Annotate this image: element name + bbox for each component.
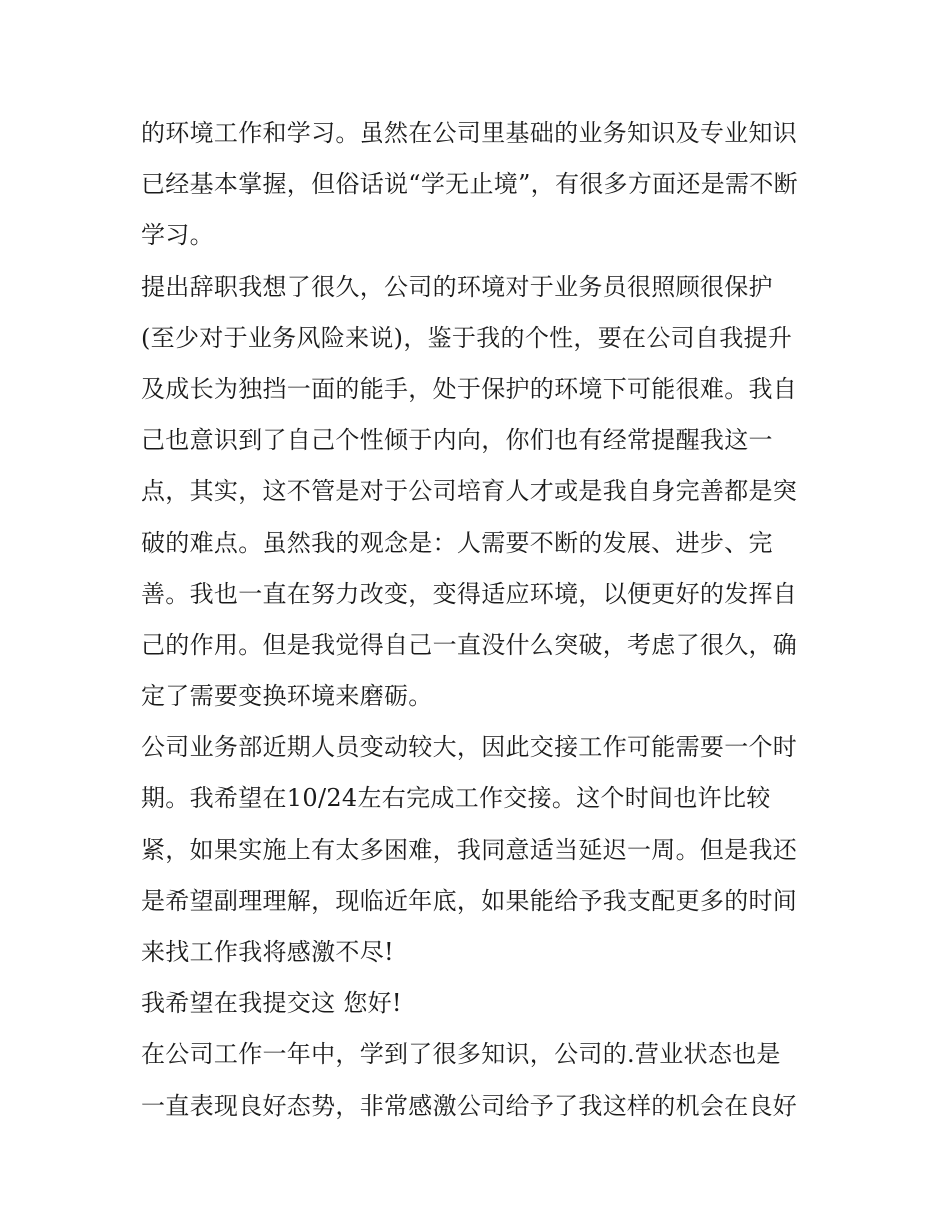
text-line: 紧，如果实施上有太多困难，我同意适当延迟一周。但是我还 [141,835,798,864]
text-line: 期。我希望在10/24左右完成工作交接。这个时间也许比较 [141,784,771,813]
text-line: 提出辞职我想了很久，公司的环境对于业务员很照顾很保护 [141,272,773,301]
body-text [141,108,821,1132]
text-line: 及成长为独挡一面的能手，处于保护的环境下可能很难。我自 [141,374,798,403]
text-line: 点，其实，这不管是对于公司培育人才或是我自身完善都是突 [141,477,798,506]
text-line: 公司业务部近期人员变动较大，因此交接工作可能需要一个时 [141,733,798,762]
text-line: 善。我也一直在努力改变，变得适应环境，以便更好的发挥自 [141,579,798,608]
text-line: 是希望副理理解，现临近年底，如果能给予我支配更多的时间 [141,886,798,915]
text-line: 的环境工作和学习。虽然在公司里基础的业务知识及专业知识 [141,119,798,147]
text-line: (至少对于业务风险来说)，鉴于我的个性，要在公司自我提升 [141,323,793,352]
text-line: 定了需要变换环境来磨砺。 [141,682,433,711]
text-line: 在公司工作一年中，学到了很多知识，公司的.营业状态也是 [141,1040,781,1069]
text-line: 一直表现良好态势，非常感激公司给予了我这样的机会在良好 [141,1091,798,1120]
text-line: 破的难点。虽然我的观念是：人需要不断的发展、进步、完 [141,528,773,557]
text-line: 我希望在我提交这 您好! [141,989,402,1018]
text-line: 已经基本掌握，但俗话说“学无止境”，有很多方面还是需不断 [141,170,798,199]
text-line: 学习。 [141,221,214,250]
text-line: 己的作用。但是我觉得自己一直没什么突破，考虑了很久，确 [141,630,798,659]
text-line: 己也意识到了自己个性倾于内向，你们也有经常提醒我这一 [141,426,773,455]
text-line: 来找工作我将感激不尽! [141,938,394,966]
